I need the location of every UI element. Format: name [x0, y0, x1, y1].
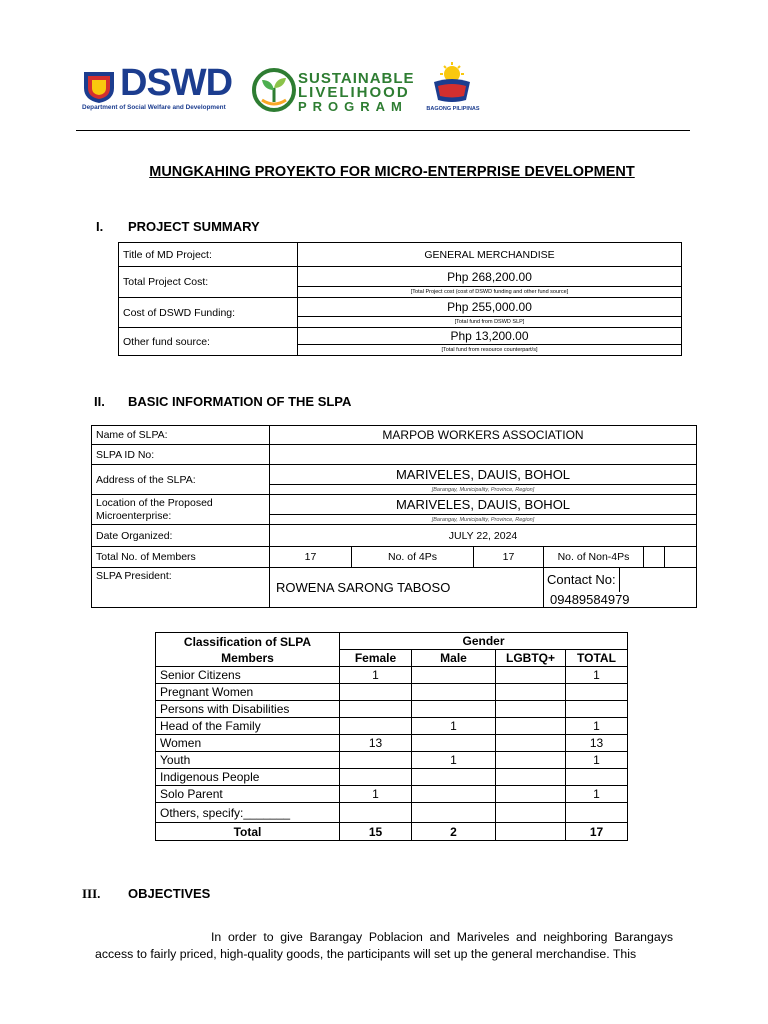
cost-label: Total Project Cost:: [119, 267, 298, 298]
row-lgbtq: [496, 718, 566, 735]
table-row: [156, 701, 628, 718]
row-female: [340, 684, 412, 701]
row-total: 1: [566, 667, 628, 684]
row-total: [566, 769, 628, 786]
slpa-address-note: [Barangay, Municipality, Province, Region]: [270, 485, 697, 495]
col-total-header: TOTAL: [566, 650, 628, 667]
row-male: [412, 803, 496, 823]
non4ps-label: No. of Non-4Ps: [544, 547, 644, 568]
total-row: [156, 823, 628, 841]
dswd-funding-value: Php 255,000.00: [298, 298, 682, 317]
row-lgbtq: [496, 667, 566, 684]
bagong-pilipinas-text: BAGONG PILIPINAS: [426, 106, 480, 112]
president-value: ROWENA SARONG TABOSO: [270, 568, 544, 608]
col-female-header: Female: [340, 650, 412, 667]
date-organized-value: JULY 22, 2024: [270, 525, 697, 547]
members-label: Total No. of Members: [92, 547, 270, 568]
table-row: [156, 718, 628, 735]
col-lgbtq-header: LGBTQ+: [496, 650, 566, 667]
table-row: [156, 786, 628, 803]
document-title: MUNGKAHING PROYEKTO FOR MICRO-ENTERPRISE DEVELOPMENT: [149, 164, 635, 180]
row-lgbtq: [496, 735, 566, 752]
dswd-funding-label: Cost of DSWD Funding:: [119, 298, 298, 328]
slp-line-3: PROGRAM: [298, 99, 408, 114]
objectives-paragraph: [95, 929, 673, 963]
row-total: [566, 701, 628, 718]
row-lgbtq: [496, 786, 566, 803]
row-female: [340, 701, 412, 718]
total-male: 2: [412, 823, 496, 841]
row-lgbtq: [496, 684, 566, 701]
row-male: [412, 701, 496, 718]
slp-line-2: LIVELIHOOD: [298, 84, 410, 101]
row-male: 1: [412, 718, 496, 735]
member-classification-table: [155, 632, 628, 841]
row-male: 1: [412, 752, 496, 769]
row-label: Indigenous People: [156, 769, 340, 786]
slp-line-1: SUSTAINABLE: [298, 70, 415, 87]
row-total: 1: [566, 786, 628, 803]
seedling-icon: [252, 68, 296, 112]
cost-value: Php 268,200.00: [298, 267, 682, 287]
title-value: GENERAL MERCHANDISE: [298, 243, 682, 267]
total-female: 15: [340, 823, 412, 841]
other-fund-value: Php 13,200.00: [298, 328, 682, 345]
dswd-logo: [82, 62, 240, 116]
slpa-name-value: MARPOB WORKERS ASSOCIATION: [270, 426, 697, 445]
row-lgbtq: [496, 769, 566, 786]
row-male: [412, 684, 496, 701]
location-value: MARIVELES, DAUIS, BOHOL: [270, 495, 697, 515]
row-female: [340, 718, 412, 735]
row-female: 1: [340, 667, 412, 684]
section-1-title: PROJECT SUMMARY: [128, 219, 260, 234]
row-total: 1: [566, 752, 628, 769]
table-row: [156, 735, 628, 752]
date-organized-label: Date Organized:: [92, 525, 270, 547]
total-lgbtq: [496, 823, 566, 841]
slpa-address-value: MARIVELES, DAUIS, BOHOL: [270, 465, 697, 485]
cost-note: [Total Project cost (cost of DSWD funding and other fund source]: [298, 287, 682, 298]
section-2-number: II.: [94, 394, 105, 409]
row-male: [412, 735, 496, 752]
contact-label: Contact No:: [544, 568, 620, 592]
project-summary-table: [118, 242, 682, 356]
row-label: Youth: [156, 752, 340, 769]
gender-header: Gender: [340, 633, 628, 650]
location-note: [Barangay, Municipality, Province, Region]: [270, 515, 697, 525]
non4ps-cell: [644, 547, 697, 568]
table-row: [156, 769, 628, 786]
dswd-funding-note: [Total fund from DSWD SLP]: [298, 317, 682, 328]
slpa-name-label: Name of SLPA:: [92, 426, 270, 445]
row-female: 13: [340, 735, 412, 752]
row-total: 13: [566, 735, 628, 752]
members-value: 17: [270, 547, 352, 568]
contact-value: 09489584979: [550, 592, 630, 607]
objectives-text: In order to give Barangay Poblacion and Mariveles and neighboring Barangays access to fairly priced, high-quality goods, the participants will set up the general merchandise. This: [95, 930, 673, 961]
dswd-shield-icon: [82, 70, 116, 104]
slpa-id-label: SLPA ID No:: [92, 445, 270, 465]
col-male-header: Male: [412, 650, 496, 667]
section-3-title: OBJECTIVES: [128, 886, 211, 901]
row-male: [412, 786, 496, 803]
row-label: Persons with Disabilities: [156, 701, 340, 718]
dswd-subtitle: Department of Social Welfare and Development: [82, 104, 226, 111]
location-label: Location of the Proposed Microenterprise:: [92, 495, 270, 525]
row-label: Pregnant Women: [156, 684, 340, 701]
slp-logo: [252, 68, 415, 114]
row-female: [340, 769, 412, 786]
table-row: [156, 752, 628, 769]
row-total: [566, 684, 628, 701]
sun-emblem-icon: [430, 62, 474, 104]
slpa-address-label: Address of the SLPA:: [92, 465, 270, 495]
header-divider: [76, 130, 690, 131]
classification-header: Classification of SLPA Members: [156, 633, 340, 667]
row-female: [340, 752, 412, 769]
contact-cell: [544, 568, 697, 608]
dswd-wordmark: DSWD: [120, 62, 233, 104]
section-1-number: I.: [96, 219, 104, 234]
president-label: SLPA President:: [92, 568, 270, 608]
table-row: [156, 803, 628, 823]
non4ps-value: [644, 547, 665, 567]
fourps-label: No. of 4Ps: [352, 547, 474, 568]
table-row: [156, 667, 628, 684]
row-lgbtq: [496, 701, 566, 718]
row-label: Solo Parent: [156, 786, 340, 803]
other-fund-label: Other fund source:: [119, 328, 298, 356]
row-label: Others, specify:_______: [156, 803, 340, 823]
row-female: [340, 803, 412, 823]
slpa-info-table: [91, 425, 697, 608]
row-lgbtq: [496, 803, 566, 823]
slpa-id-value: [270, 445, 697, 465]
row-male: [412, 667, 496, 684]
fourps-value: 17: [474, 547, 544, 568]
total-total: 17: [566, 823, 628, 841]
row-female: 1: [340, 786, 412, 803]
bagong-pilipinas-logo: [424, 62, 482, 116]
section-3-number: III.: [82, 886, 101, 901]
title-label: Title of MD Project:: [119, 243, 298, 267]
row-total: 1: [566, 718, 628, 735]
row-label: Senior Citizens: [156, 667, 340, 684]
row-label: Head of the Family: [156, 718, 340, 735]
row-male: [412, 769, 496, 786]
classification-rows: [156, 667, 628, 823]
table-row: [156, 684, 628, 701]
section-2-title: BASIC INFORMATION OF THE SLPA: [128, 394, 352, 409]
row-total: [566, 803, 628, 823]
row-label: Women: [156, 735, 340, 752]
row-lgbtq: [496, 752, 566, 769]
total-label: Total: [156, 823, 340, 841]
other-fund-note: [Total fund from resource counterpart/s]: [298, 345, 682, 356]
